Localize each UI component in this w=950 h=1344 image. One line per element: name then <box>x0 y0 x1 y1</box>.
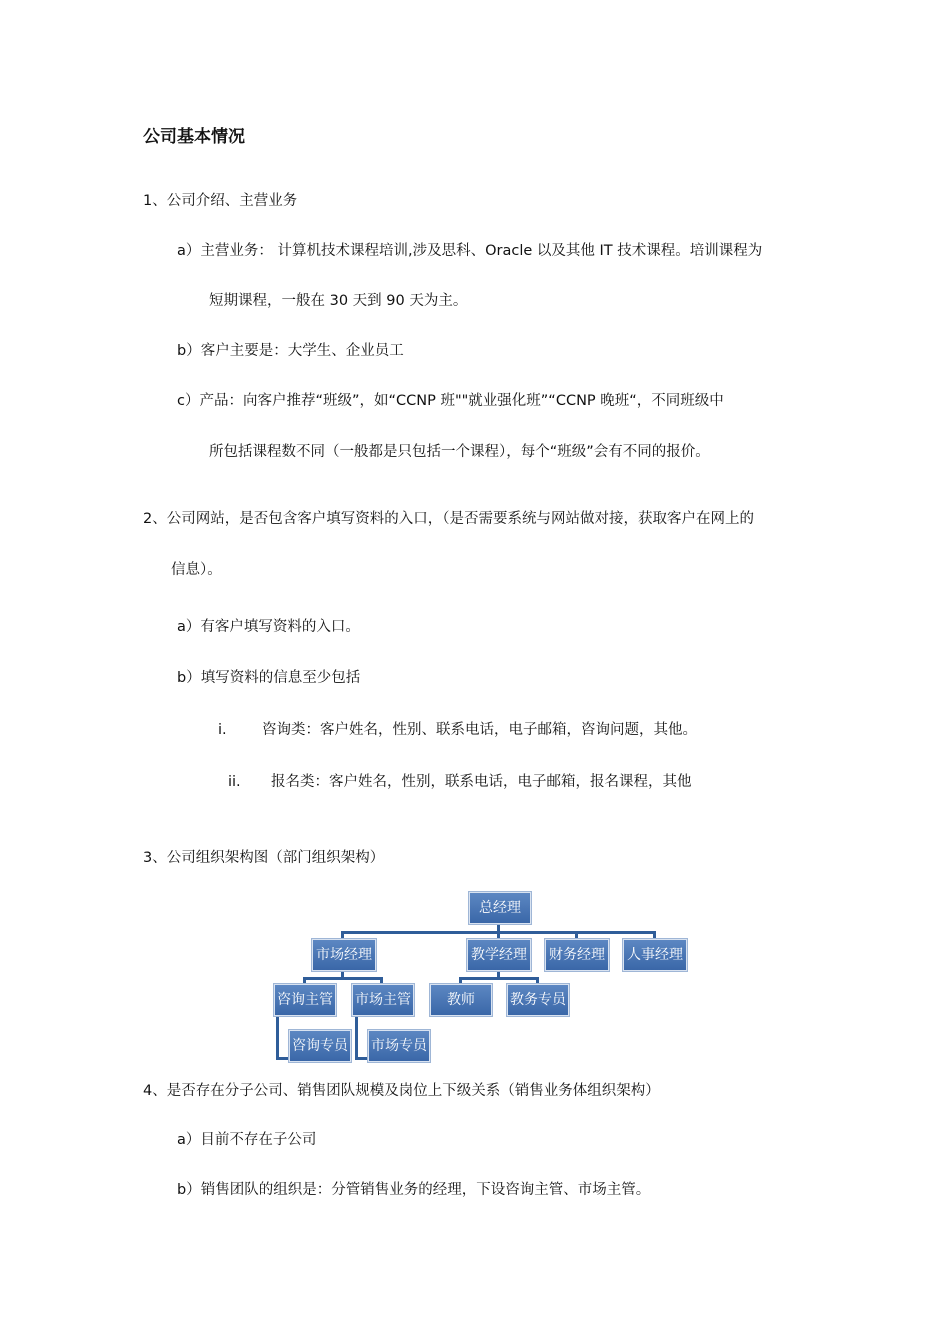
org-node-finance-manager: 财务经理 <box>545 939 609 971</box>
org-connector <box>303 977 306 984</box>
org-connector <box>276 1014 279 1060</box>
sub-item-i-number: i. <box>218 722 227 738</box>
section-1-item-a: a）主营业务： 计算机技术课程培训,涉及思科、Oracle 以及其他 IT 技术课程。培训课程为 <box>177 243 763 259</box>
section-4-heading: 4、是否存在分子公司、销售团队规模及岗位上下级关系（销售业务体组织架构） <box>143 1083 660 1099</box>
section-4-item-b: b）销售团队的组织是：分管销售业务的经理，下设咨询主管、市场主管。 <box>177 1182 651 1198</box>
section-1-item-c-cont: 所包括课程数不同（一般都是只包括一个课程），每个“班级”会有不同的报价。 <box>209 444 710 460</box>
org-node-teacher: 教师 <box>430 984 492 1016</box>
org-connector <box>459 977 539 980</box>
org-connector <box>355 1014 358 1060</box>
org-node-hr-manager: 人事经理 <box>623 939 687 971</box>
section-2-heading: 2、公司网站，是否包含客户填写资料的入口，（是否需要系统与网站做对接，获取客户在网上的 <box>143 511 754 527</box>
section-2-item-a: a）有客户填写资料的入口。 <box>177 619 360 635</box>
org-connector <box>380 977 383 984</box>
org-connector <box>303 977 383 980</box>
section-4-item-a: a）目前不存在子公司 <box>177 1132 317 1148</box>
org-connector <box>341 931 344 939</box>
org-node-market-specialist: 市场专员 <box>368 1030 430 1062</box>
org-connector <box>497 931 500 939</box>
org-node-consult-specialist: 咨询专员 <box>289 1030 351 1062</box>
org-connector <box>459 977 462 984</box>
section-2-item-b: b）填写资料的信息至少包括 <box>177 670 361 686</box>
org-connector <box>575 931 578 939</box>
org-node-edu-specialist: 教务专员 <box>507 984 569 1016</box>
org-connector <box>536 977 539 984</box>
sub-item-i-text: 咨询类：客户姓名，性别、联系电话，电子邮箱，咨询问题，其他。 <box>262 722 697 738</box>
org-node-general-manager: 总经理 <box>469 892 531 924</box>
org-node-consult-lead: 咨询主管 <box>274 984 336 1016</box>
section-2-heading-cont: 信息）。 <box>171 562 222 578</box>
org-connector <box>355 1057 367 1060</box>
org-node-market-lead: 市场主管 <box>352 984 414 1016</box>
section-1-item-c: c）产品：向客户推荐“班级”，如“CCNP 班""就业强化班”“CCNP 晚班“，不同班级中 <box>177 393 724 409</box>
page-title: 公司基本情况 <box>143 127 245 147</box>
org-connector <box>653 931 656 939</box>
org-node-market-manager: 市场经理 <box>312 939 376 971</box>
sub-item-ii-text: 报名类：客户姓名，性别，联系电话，电子邮箱，报名课程，其他 <box>271 774 692 790</box>
section-1-item-b: b）客户主要是：大学生、企业员工 <box>177 343 404 359</box>
section-3-heading: 3、公司组织架构图（部门组织架构） <box>143 850 385 866</box>
sub-item-ii-number: ii. <box>228 774 241 790</box>
section-1-heading: 1、公司介绍、主营业务 <box>143 193 298 209</box>
org-node-teaching-manager: 教学经理 <box>467 939 531 971</box>
org-connector <box>276 1057 288 1060</box>
section-1-item-a-cont: 短期课程，一般在 30 天到 90 天为主。 <box>209 293 468 309</box>
